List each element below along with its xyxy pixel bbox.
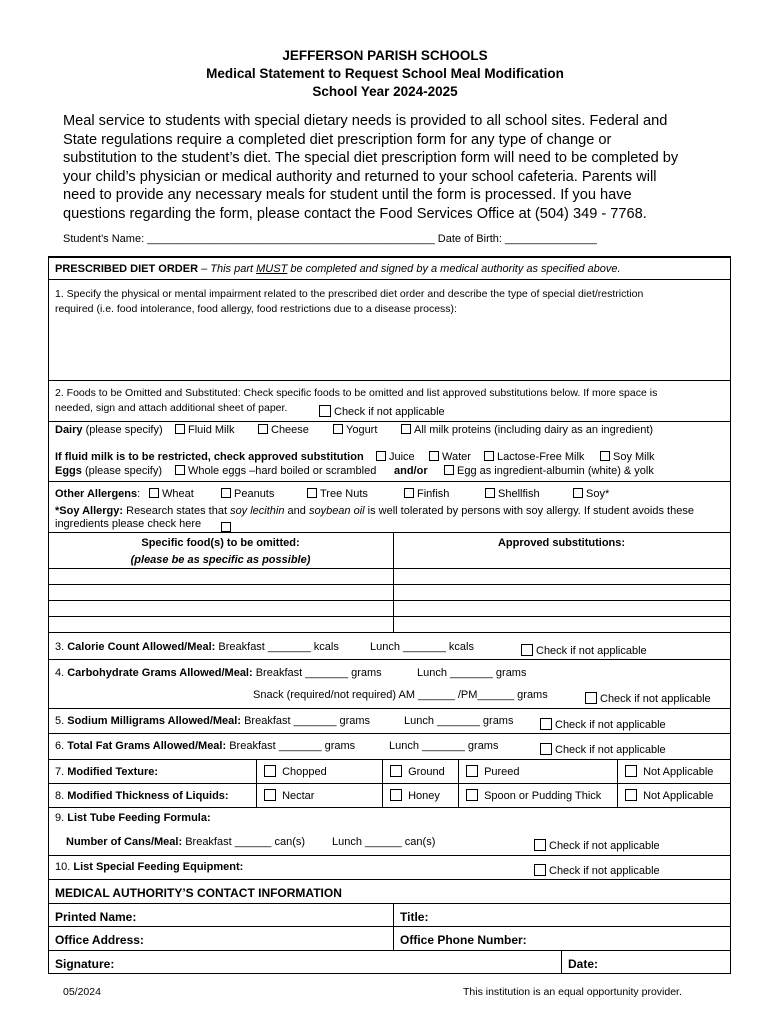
checkbox-icon [264,789,276,801]
sub-row-3[interactable] [394,601,729,615]
q9-cans: Number of Cans/Meal: Breakfast ______ can(s) [66,836,306,848]
omit-row-1[interactable] [49,569,392,583]
checkbox-icon [625,789,637,801]
q7-modified-texture: 7. Modified Texture: [55,766,159,778]
dob-field[interactable]: _______________ [505,233,597,245]
q1-text-line1: 1. Specify the physical or mental impairment related to the prescribed diet order and describe the type of special diet/restriction [55,288,644,300]
thickness-spoon-checkbox[interactable]: Spoon or Pudding Thick [466,789,601,802]
printed-name-field[interactable]: Printed Name: [55,910,137,924]
allergen-wheat-checkbox[interactable]: Wheat [149,488,194,500]
checkbox-icon [264,765,276,777]
substitutions-header: Approved substitutions: [497,537,626,549]
checkbox-icon [221,488,231,498]
q1-answer-area[interactable] [55,320,725,375]
student-line [63,233,597,245]
sub-row-4[interactable] [394,617,729,631]
texture-na-checkbox[interactable]: Not Applicable [625,765,713,778]
dairy-yogurt-checkbox[interactable]: Yogurt [333,424,377,436]
q9-tube-feeding: 9. List Tube Feeding Formula: [55,812,211,824]
q4-carbohydrate: 4. Carbohydrate Grams Allowed/Meal: Breakfast _______ grams [55,667,382,679]
q4-na-checkbox[interactable]: Check if not applicable [585,692,711,705]
omit-header: Specific food(s) to be omitted: [141,537,300,549]
omit-row-4[interactable] [49,617,392,631]
omit-row-3[interactable] [49,601,392,615]
q2-na-checkbox[interactable]: Check if not applicable [319,405,445,418]
sub-soy-milk-checkbox[interactable]: Soy Milk [600,451,655,463]
dairy-label: Dairy (please specify) [55,424,163,436]
fluid-milk-label: If fluid milk is to be restricted, check approved substitution [55,451,364,463]
q6-lunch: Lunch _______ grams [389,740,499,752]
texture-pureed-checkbox[interactable]: Pureed [466,765,520,778]
checkbox-icon [534,839,546,851]
form-title: Medical Statement to Request School Meal Modification [206,66,564,81]
allergen-soy-checkbox[interactable]: Soy* [573,488,609,500]
q5-sodium: 5. Sodium Milligrams Allowed/Meal: Breakfast _______ grams [55,715,371,727]
checkbox-icon [625,765,637,777]
omit-row-2[interactable] [49,585,392,599]
q8-modified-thickness: 8. Modified Thickness of Liquids: [55,790,229,802]
checkbox-icon [466,789,478,801]
dob-label: Date of Birth: [437,233,502,245]
checkbox-icon [466,765,478,777]
allergen-tree-nuts-checkbox[interactable]: Tree Nuts [307,488,368,500]
medical-authority-title: MEDICAL AUTHORITY’S CONTACT INFORMATION [55,886,342,900]
checkbox-icon [484,451,494,461]
allergen-peanuts-checkbox[interactable]: Peanuts [221,488,274,500]
checkbox-icon [521,644,533,656]
intro-paragraph: Meal service to students with special dietary needs is provided to all school sites. Federal and State regulations require a completed diet prescription form for any type of change or substitution to the student’s diet. The special diet prescription form will need to be completed by your child’s physician or medical authority and returned to your school cafeteria. Parents will need to provide any necessary meals for student until the form is processed. If you have questions regarding the form, please contact the Food Services Office at (504) 349 - 7768. [63,113,679,222]
checkbox-icon [307,488,317,498]
q3-na-checkbox[interactable]: Check if not applicable [521,644,647,657]
q9-na-checkbox[interactable]: Check if not applicable [534,839,660,852]
q1-text-line2: required (i.e. food intolerance, food allergy, food restrictions due to a disease process): [55,303,457,315]
checkbox-icon [333,424,343,434]
student-name-field[interactable]: _______________________________________________ [147,233,435,245]
checkbox-icon [540,743,552,755]
texture-ground-checkbox[interactable]: Ground [390,765,445,778]
thickness-honey-checkbox[interactable]: Honey [390,789,440,802]
sub-lactose-free-checkbox[interactable]: Lactose-Free Milk [484,451,584,463]
checkbox-icon [390,789,402,801]
footer-date: 05/2024 [63,986,101,998]
allergen-shellfish-checkbox[interactable]: Shellfish [485,488,540,500]
q6-total-fat: 6. Total Fat Grams Allowed/Meal: Breakfast _______ grams [55,740,356,752]
footer-notice: This institution is an equal opportunity provider. [463,986,682,998]
eggs-whole-checkbox[interactable]: Whole eggs –hard boiled or scrambled [175,465,376,477]
dairy-fluid-milk-checkbox[interactable]: Fluid Milk [175,424,234,436]
q5-na-checkbox[interactable]: Check if not applicable [540,718,666,731]
thickness-nectar-checkbox[interactable]: Nectar [264,789,314,802]
frame-bottom [48,973,731,974]
checkbox-icon [376,451,386,461]
checkbox-icon [404,488,414,498]
checkbox-icon [485,488,495,498]
texture-chopped-checkbox[interactable]: Chopped [264,765,327,778]
checkbox-icon [585,692,597,704]
checkbox-icon [390,765,402,777]
checkbox-icon [401,424,411,434]
office-phone-field[interactable]: Office Phone Number: [400,933,527,947]
checkbox-icon [540,718,552,730]
prescribed-header: PRESCRIBED DIET ORDER – This part MUST be completed and signed by a medical authority as specified above. [55,263,621,275]
checkbox-icon [319,405,331,417]
q10-na-checkbox[interactable]: Check if not applicable [534,864,660,877]
eggs-ingredient-checkbox[interactable]: Egg as ingredient-albumin (white) & yolk [444,465,654,477]
other-allergens-label: Other Allergens: [55,488,141,500]
school-year: School Year 2024-2025 [312,84,458,99]
dairy-all-proteins-checkbox[interactable]: All milk proteins (including dairy as an ingredient) [401,424,653,436]
q10-feeding-equipment: 10. List Special Feeding Equipment: [55,861,244,873]
checkbox-icon [149,488,159,498]
sub-row-1[interactable] [394,569,729,583]
q6-na-checkbox[interactable]: Check if not applicable [540,743,666,756]
checkbox-icon [221,522,231,532]
checkbox-icon [258,424,268,434]
thickness-na-checkbox[interactable]: Not Applicable [625,789,713,802]
q4-snack: Snack (required/not required) AM ______ /PM______ grams [253,689,548,701]
checkbox-icon [534,864,546,876]
eggs-label: Eggs (please specify) [55,465,162,477]
dairy-cheese-checkbox[interactable]: Cheese [258,424,309,436]
office-address-field[interactable]: Office Address: [55,933,144,947]
org-title: JEFFERSON PARISH SCHOOLS [282,48,488,63]
signature-field[interactable]: Signature: [55,957,115,971]
frame-right [730,256,731,973]
soy-avoid-checkbox[interactable] [221,518,234,536]
checkbox-icon [600,451,610,461]
q2-text-line1: 2. Foods to be Omitted and Substituted: Check specific foods to be omitted and list approved substitutions below. If more space is [55,387,658,399]
q2-text-line2: needed, sign and attach additional sheet of paper. [55,402,288,414]
q3-calorie: 3. Calorie Count Allowed/Meal: Breakfast _______ kcals [55,641,339,653]
checkbox-icon [573,488,583,498]
soy-note-line1: *Soy Allergy: Research states that soy lecithin and soybean oil is well tolerated by persons with soy allergy. If student avoids these [55,505,694,517]
student-name-label: Student’s Name: [63,233,145,245]
checkbox-icon [444,465,454,475]
allergen-finfish-checkbox[interactable]: Finfish [404,488,449,500]
soy-note-line2: ingredients please check here [55,518,202,530]
omit-subheader: (please be as specific as possible) [130,554,311,566]
title-field[interactable]: Title: [400,910,429,924]
sub-row-2[interactable] [394,585,729,599]
checkbox-icon [429,451,439,461]
sub-juice-checkbox[interactable]: Juice [376,451,415,463]
eggs-andor: and/or [394,465,428,477]
sub-water-checkbox[interactable]: Water [429,451,471,463]
q9-lunch: Lunch ______ can(s) [332,836,436,848]
frame-top [48,256,731,258]
checkbox-icon [175,424,185,434]
checkbox-icon [175,465,185,475]
q3-lunch: Lunch _______ kcals [370,641,474,653]
date-field[interactable]: Date: [568,957,599,971]
q5-lunch: Lunch _______ grams [404,715,514,727]
q4-lunch: Lunch _______ grams [417,667,527,679]
